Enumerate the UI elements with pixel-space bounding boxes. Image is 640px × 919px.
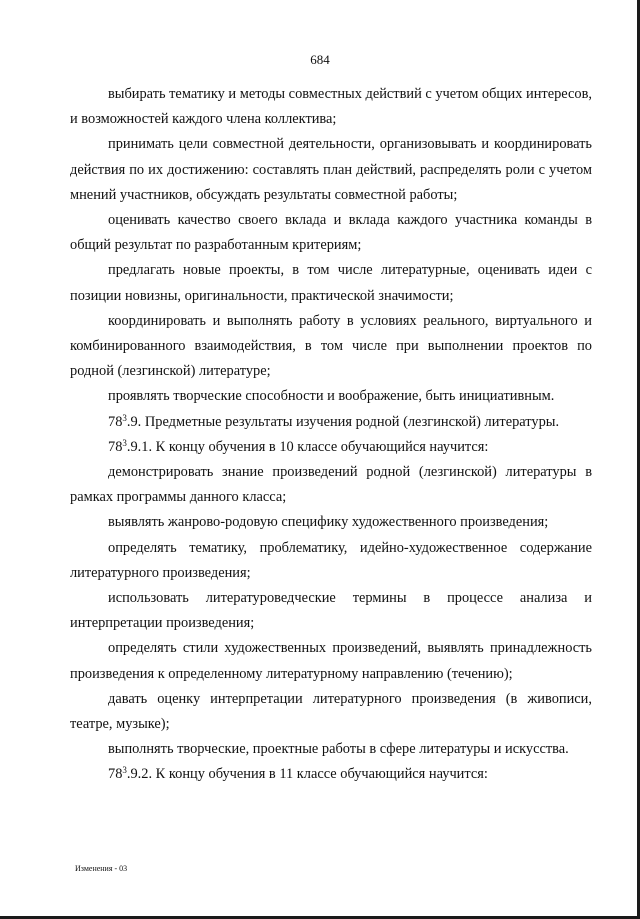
list-item: использовать литературоведческие термины в процессе анализа и интерпретации произведения; — [70, 590, 592, 632]
section-number: 78 — [108, 413, 123, 430]
paragraph: принимать цели совместной деятельности, организовывать и координировать действия по их достижению: составлять план действий, распределять роли с учетом мнений участников, обсуждать результаты совместной работы; — [70, 136, 592, 203]
list-item: выполнять творческие, проектные работы в сфере литературы и искусства. — [108, 741, 569, 758]
section-superscript: 3 — [122, 412, 127, 423]
section-heading-text: .9.2. К концу обучения в 11 классе обучающийся научится: — [126, 766, 488, 783]
section-heading-9-2 — [70, 762, 592, 787]
page-number: 684 — [310, 52, 330, 67]
body-text — [70, 82, 592, 788]
list-item: определять тематику, проблематику, идейно-художественное содержание литературного произведения; — [70, 539, 592, 581]
paragraph: предлагать новые проекты, в том числе литературные, оценивать идеи с позиции новизны, оригинальности, практической значимости; — [70, 262, 592, 304]
section-heading-text: .9.1. К концу обучения в 10 классе обучающийся научится: — [126, 438, 489, 455]
section-heading-9 — [70, 410, 592, 435]
list-item: демонстрировать знание произведений родной (лезгинской) литературы в рамках программы данного класса; — [70, 464, 592, 506]
paragraph: оценивать качество своего вклада и вклада каждого участника команды в общий результат по разработанным критериям; — [70, 212, 592, 254]
list-item: давать оценку интерпретации литературного произведения (в живописи, театре, музыке); — [70, 690, 592, 733]
section-heading-text: .9. Предметные результаты изучения родной (лезгинской) литературы. — [126, 413, 560, 430]
list-item: определять стили художественных произведений, выявлять принадлежность произведения к определенному литературному направлению (течению); — [70, 640, 592, 682]
paragraph: выбирать тематику и методы совместных действий с учетом общих интересов, и возможностей каждого члена коллектива; — [70, 86, 592, 128]
paragraph: координировать и выполнять работу в условиях реального, виртуального и комбинированного взаимодействия, в том числе при выполнении проектов по родной (лезгинской) литературе; — [70, 312, 592, 380]
section-superscript: 3 — [122, 437, 127, 448]
section-number: 78 — [108, 766, 123, 783]
list-item: выявлять жанрово-родовую специфику художественного произведения; — [108, 514, 549, 531]
section-number: 78 — [108, 438, 123, 455]
section-heading-9-1 — [70, 435, 592, 460]
footer-revision-note: Изменения - 03 — [75, 864, 128, 873]
section-superscript: 3 — [122, 765, 127, 776]
paragraph: проявлять творческие способности и воображение, быть инициативным. — [108, 388, 555, 405]
